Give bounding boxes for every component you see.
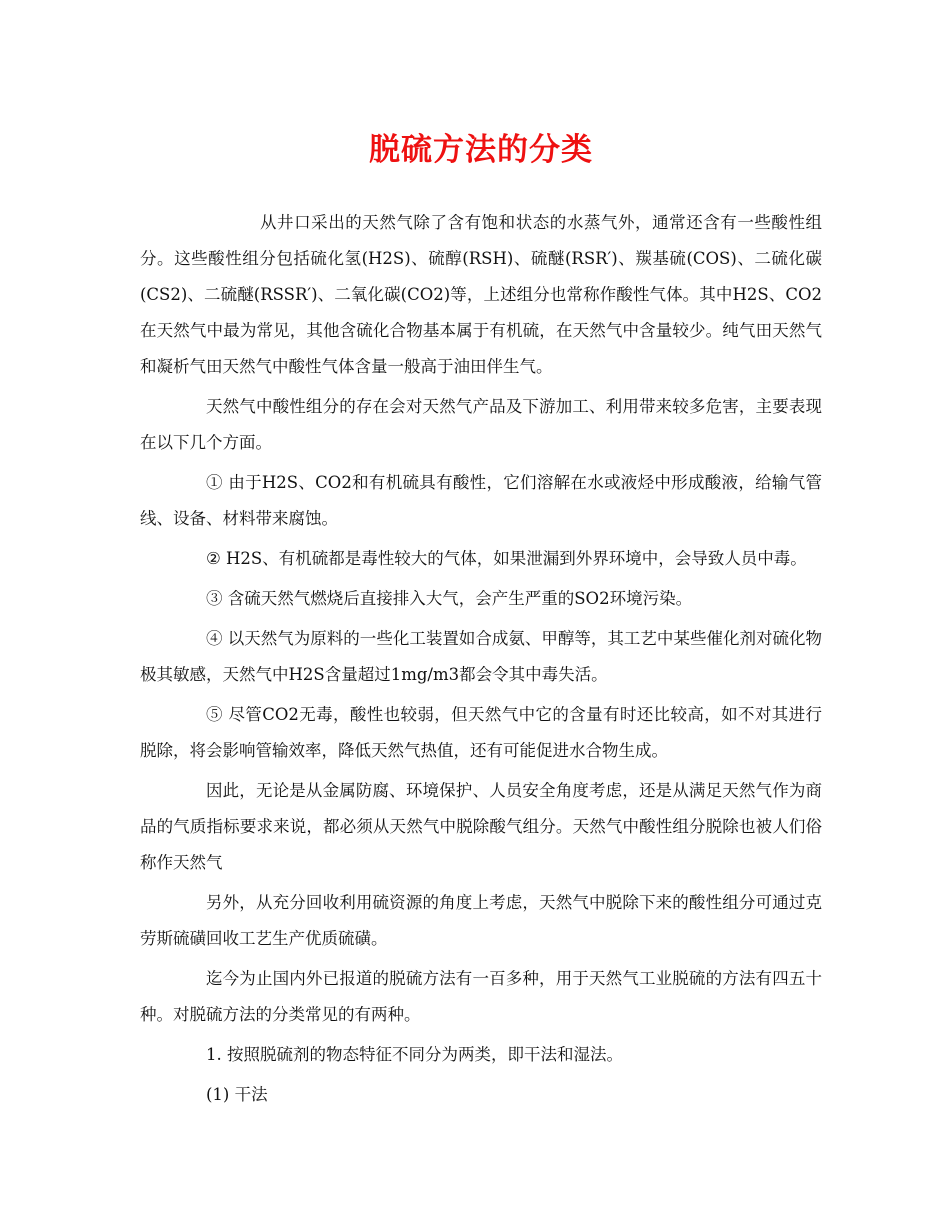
- paragraph-dry-method: (1) 干法: [206, 1085, 268, 1104]
- paragraph-classification-1: 1. 按照脱硫剂的物态特征不同分为两类，即干法和湿法。: [206, 1045, 623, 1064]
- paragraph-hazard-2: ② H2S、有机硫都是毒性较大的气体，如果泄漏到外界环境中，会导致人员中毒。: [206, 549, 807, 568]
- paragraph-hazard-5: ⑤ 尽管CO2无毒，酸性也较弱，但天然气中它的含量有时还比较高，如不对其进行脱除，将会影响管输效率，降低天然气热值，还有可能促进水合物生成。: [140, 705, 822, 760]
- paragraph-method-count: 迄今为止国内外已报道的脱硫方法有一百多种，用于天然气工业脱硫的方法有四五十种。对脱硫方法的分类常见的有两种。: [140, 969, 822, 1024]
- paragraph-intro: 从井口采出的天然气除了含有饱和状态的水蒸气外，通常还含有一些酸性组分。这些酸性组分包括硫化氢(H2S)、硫醇(RSH)、硫醚(RSR′)、羰基硫(COS)、二硫化碳(CS2)、二硫醚(RSSR′)、二氧化碳(CO2)等，上述组分也常称作酸性气体。其中H2S、CO2在天然气中最为常见，其他含硫化合物基本属于有机硫，在天然气中含量较少。纯气田天然气和凝析气田天然气中酸性气体含量一般高于油田伴生气。: [140, 213, 822, 376]
- paragraph-hazard-1: ① 由于H2S、CO2和有机硫具有酸性，它们溶解在水或液烃中形成酸液，给输气管线、设备、材料带来腐蚀。: [140, 473, 822, 528]
- paragraph-hazard-3: ③ 含硫天然气燃烧后直接排入大气，会产生严重的SO2环境污染。: [206, 589, 693, 608]
- paragraph-sulfur-recovery: 另外，从充分回收利用硫资源的角度上考虑，天然气中脱除下来的酸性组分可通过克劳斯硫磺回收工艺生产优质硫磺。: [140, 893, 822, 948]
- paragraph-conclusion: 因此，无论是从金属防腐、环境保护、人员安全角度考虑，还是从满足天然气作为商品的气质指标要求来说，都必须从天然气中脱除酸气组分。天然气中酸性组分脱除也被人们俗称作天然气: [140, 781, 822, 872]
- page-title: 脱硫方法的分类: [369, 132, 593, 168]
- paragraph-hazards-intro: 天然气中酸性组分的存在会对天然气产品及下游加工、利用带来较多危害，主要表现在以下几个方面。: [140, 397, 822, 452]
- paragraph-hazard-4: ④ 以天然气为原料的一些化工装置如合成氨、甲醇等，其工艺中某些催化剂对硫化物极其敏感，天然气中H2S含量超过1mg/m3都会令其中毒失活。: [140, 629, 822, 684]
